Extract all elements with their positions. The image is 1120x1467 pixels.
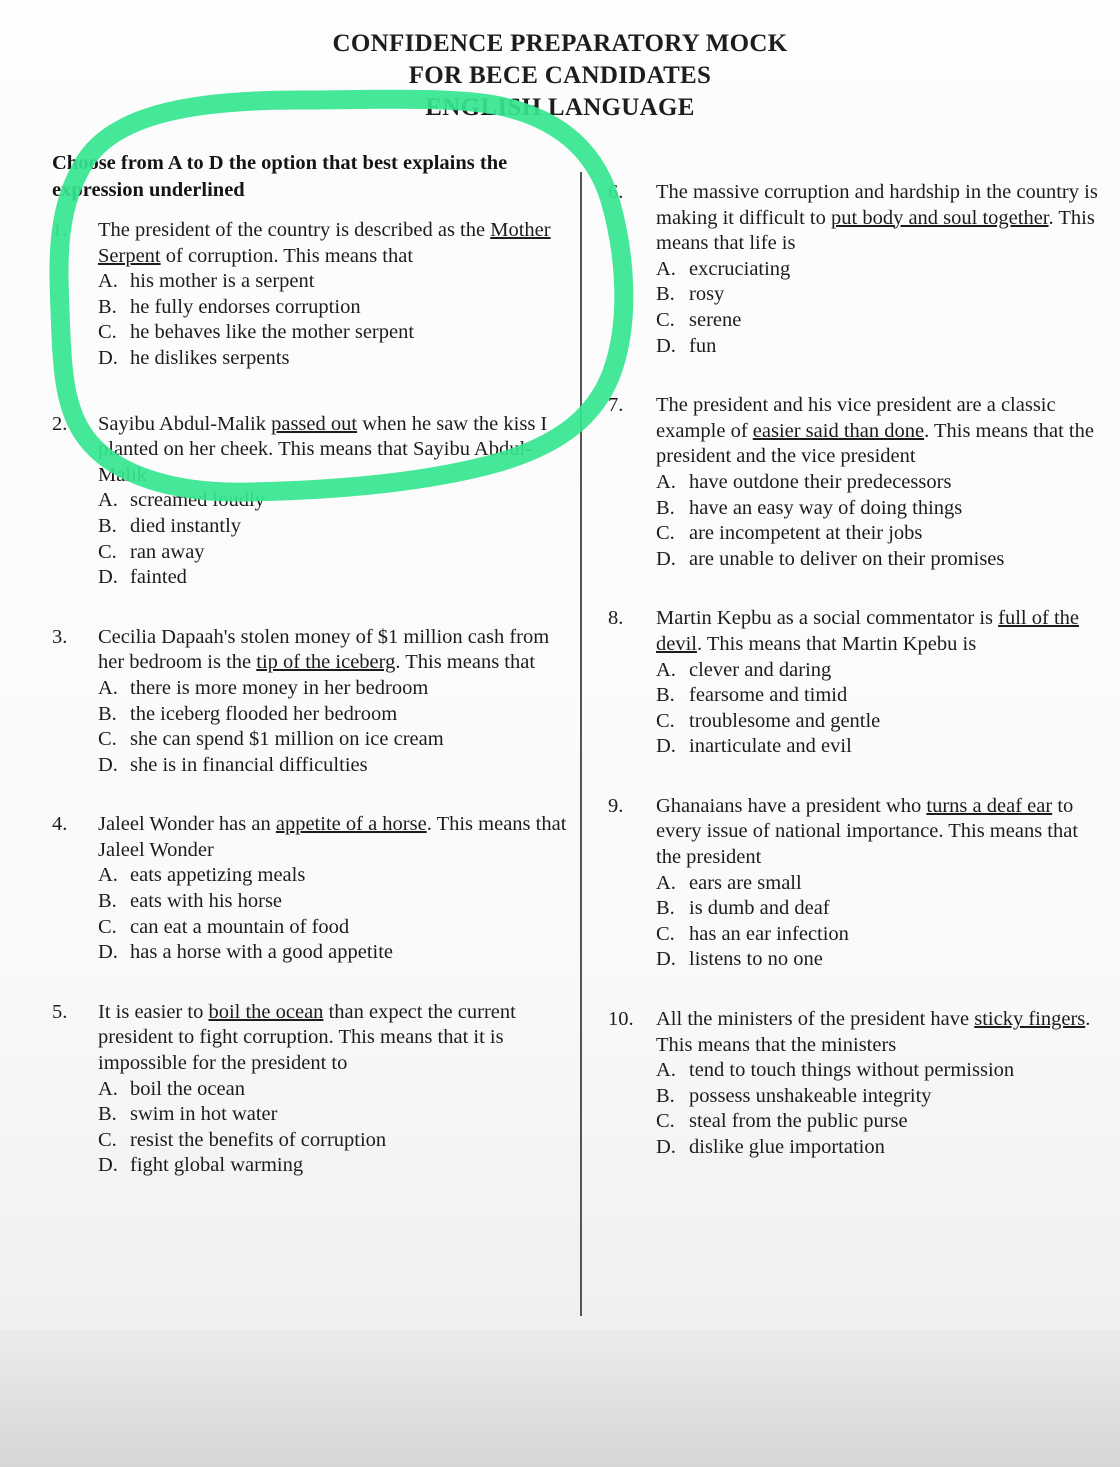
option-list bbox=[98, 488, 568, 590]
option-text: excruciating bbox=[689, 257, 791, 280]
stem-before: Ghanaians have a president who bbox=[656, 794, 927, 817]
stem-before: Sayibu Abdul-Malik bbox=[98, 412, 272, 435]
option-text: eats appetizing meals bbox=[130, 864, 306, 887]
option-text: swim in hot water bbox=[130, 1103, 278, 1126]
question-stem bbox=[656, 606, 1108, 657]
underlined-expression: appetite of a horse bbox=[275, 813, 427, 836]
option-letter: D. bbox=[656, 547, 676, 570]
option-letter: C. bbox=[656, 709, 675, 732]
option-text: inarticulate and evil bbox=[689, 735, 852, 758]
option-text: died instantly bbox=[130, 514, 242, 537]
option-letter: B. bbox=[98, 890, 117, 913]
option-C[interactable] bbox=[656, 922, 1108, 948]
option-text: possess unshakeable integrity bbox=[689, 1084, 932, 1107]
option-text: screamed loudly bbox=[130, 489, 265, 512]
option-letter: B. bbox=[98, 295, 117, 318]
option-letter: D. bbox=[98, 941, 118, 964]
option-text: fun bbox=[689, 334, 717, 357]
question-number: 5. bbox=[52, 1000, 68, 1023]
stem-before: Cecilia Dapaah's stolen money of $1 million cash from her bedroom is the bbox=[98, 625, 550, 674]
option-text: steal from the public purse bbox=[689, 1110, 908, 1133]
option-A[interactable] bbox=[98, 863, 568, 889]
question-number: 10. bbox=[608, 1008, 634, 1031]
question-10 bbox=[608, 1007, 1108, 1161]
stem-after: when he saw the kiss I planted on her cheek. This means that Sayibu Abdul-Malik bbox=[98, 412, 548, 486]
option-text: have outdone their predecessors bbox=[689, 470, 952, 493]
question-stem bbox=[98, 412, 568, 489]
option-list bbox=[656, 257, 1108, 359]
underlined-expression: Mother Serpent bbox=[98, 219, 551, 267]
option-text: ran away bbox=[130, 540, 205, 563]
option-letter: B. bbox=[656, 897, 675, 920]
option-letter: D. bbox=[98, 346, 118, 369]
question-number: 2. bbox=[52, 412, 68, 435]
underlined-expression: passed out bbox=[271, 412, 358, 435]
option-list bbox=[656, 871, 1108, 973]
option-letter: D. bbox=[656, 334, 676, 357]
option-A[interactable] bbox=[98, 488, 568, 514]
option-A[interactable] bbox=[656, 1058, 1108, 1084]
question-number: 9. bbox=[608, 794, 624, 817]
stem-before: The president and his vice president are a classic example of bbox=[656, 394, 1056, 442]
option-C[interactable] bbox=[98, 540, 568, 566]
option-D[interactable] bbox=[656, 547, 1108, 573]
option-D[interactable] bbox=[98, 753, 568, 779]
question-number: 8. bbox=[608, 607, 624, 630]
stem-after: . This means that the president and the vice president bbox=[656, 419, 1094, 468]
option-A[interactable] bbox=[98, 1077, 568, 1103]
option-letter: C. bbox=[98, 915, 117, 938]
option-B[interactable] bbox=[656, 1084, 1108, 1110]
option-text: boil the ocean bbox=[130, 1077, 245, 1100]
option-letter: C. bbox=[656, 308, 675, 331]
option-letter: D. bbox=[98, 753, 118, 776]
question-number: 7. bbox=[608, 394, 624, 417]
question-number: 6. bbox=[608, 181, 624, 203]
option-C[interactable] bbox=[98, 727, 568, 753]
option-text: has an ear infection bbox=[689, 922, 849, 945]
question-stem bbox=[98, 218, 568, 269]
option-B[interactable] bbox=[98, 514, 568, 540]
option-D[interactable] bbox=[656, 334, 1108, 360]
stem-after: to every issue of national importance. This means that the president bbox=[656, 794, 1079, 869]
question-stem bbox=[98, 812, 568, 863]
option-C[interactable] bbox=[656, 521, 1108, 547]
question-5 bbox=[52, 1000, 568, 1179]
option-letter: B. bbox=[656, 283, 675, 306]
option-D[interactable] bbox=[98, 1153, 568, 1179]
question-7 bbox=[608, 393, 1108, 572]
stem-before: The president of the country is described as the bbox=[98, 219, 491, 241]
option-letter: C. bbox=[656, 522, 675, 545]
question-6 bbox=[608, 180, 1108, 359]
option-B[interactable] bbox=[656, 896, 1108, 922]
option-text: resist the benefits of corruption bbox=[130, 1128, 387, 1151]
option-D[interactable] bbox=[98, 565, 568, 591]
option-A[interactable] bbox=[656, 470, 1108, 496]
question-4 bbox=[52, 812, 568, 966]
title-line-1: CONFIDENCE PREPARATORY MOCK bbox=[332, 30, 788, 57]
option-C[interactable] bbox=[656, 1109, 1108, 1135]
option-A[interactable] bbox=[656, 257, 1108, 283]
option-text: has a horse with a good appetite bbox=[130, 941, 394, 964]
option-letter: D. bbox=[98, 1154, 118, 1177]
stem-after: . This means that bbox=[395, 651, 536, 674]
option-A[interactable] bbox=[98, 269, 568, 295]
option-letter: B. bbox=[656, 496, 675, 519]
option-text: fearsome and timid bbox=[689, 684, 848, 707]
option-A[interactable] bbox=[656, 658, 1108, 684]
question-2 bbox=[52, 412, 568, 591]
option-letter: A. bbox=[656, 470, 676, 493]
option-letter: C. bbox=[656, 1110, 675, 1133]
option-B[interactable] bbox=[98, 1102, 568, 1128]
option-letter: B. bbox=[656, 1084, 675, 1107]
option-text: is dumb and deaf bbox=[689, 897, 830, 920]
option-text: he behaves like the mother serpent bbox=[130, 321, 415, 344]
option-text: fainted bbox=[130, 566, 187, 589]
question-stem bbox=[98, 1000, 568, 1077]
instruction-text: Choose from A to D the option that best explains the expression underlined bbox=[52, 152, 508, 201]
left-column bbox=[52, 150, 568, 1205]
question-number: 1. bbox=[52, 219, 68, 241]
option-letter: D. bbox=[656, 735, 676, 758]
option-text: there is more money in her bedroom bbox=[130, 676, 429, 699]
stem-before: All the ministers of the president have bbox=[656, 1008, 975, 1031]
option-letter: A. bbox=[656, 1059, 676, 1082]
option-letter: A. bbox=[656, 871, 676, 894]
underlined-expression: put body and soul together bbox=[831, 206, 1049, 229]
stem-before: It is easier to bbox=[98, 1000, 209, 1023]
option-text: are incompetent at their jobs bbox=[689, 522, 923, 545]
option-text: she can spend $1 million on ice cream bbox=[130, 728, 444, 751]
option-text: serene bbox=[689, 308, 742, 331]
question-number: 4. bbox=[52, 813, 68, 836]
option-letter: B. bbox=[656, 684, 675, 707]
question-3 bbox=[52, 625, 568, 779]
option-A[interactable] bbox=[98, 676, 568, 702]
option-C[interactable] bbox=[98, 1128, 568, 1154]
option-list bbox=[98, 676, 568, 778]
option-C[interactable] bbox=[656, 308, 1108, 334]
option-text: the iceberg flooded her bedroom bbox=[130, 702, 398, 725]
underlined-expression: turns a deaf ear bbox=[926, 794, 1053, 817]
option-list bbox=[98, 269, 568, 371]
stem-after: . This means that Martin Kpebu is bbox=[697, 632, 977, 655]
option-list bbox=[98, 863, 568, 965]
question-9 bbox=[608, 794, 1108, 973]
option-A[interactable] bbox=[656, 871, 1108, 897]
question-stem bbox=[656, 180, 1108, 257]
option-D[interactable] bbox=[656, 947, 1108, 973]
underlined-expression: sticky fingers bbox=[974, 1008, 1086, 1031]
stem-before: The massive corruption and hardship in the country is making it difficult to bbox=[656, 181, 1098, 229]
question-stem bbox=[656, 393, 1108, 470]
option-letter: C. bbox=[656, 922, 675, 945]
option-text: listens to no one bbox=[689, 948, 823, 971]
option-letter: A. bbox=[98, 489, 118, 512]
stem-after: of corruption. This means that bbox=[160, 244, 414, 267]
stem-after: than expect the current president to fight corruption. This means that it is impossible for the president to bbox=[98, 1000, 516, 1075]
option-letter: C. bbox=[98, 728, 117, 751]
option-letter: A. bbox=[98, 270, 118, 293]
option-text: clever and daring bbox=[689, 658, 832, 681]
option-letter: C. bbox=[98, 540, 117, 563]
option-list bbox=[656, 1058, 1108, 1160]
option-letter: D. bbox=[656, 1136, 676, 1158]
option-list bbox=[656, 658, 1108, 760]
page-title bbox=[0, 28, 1120, 124]
stem-after: . This means that Jaleel Wonder bbox=[98, 813, 567, 861]
underlined-expression: easier said than done bbox=[752, 419, 925, 442]
option-B[interactable] bbox=[656, 496, 1108, 522]
option-text: rosy bbox=[689, 283, 725, 306]
underlined-expression: full of the devil bbox=[656, 607, 1079, 655]
option-letter: D. bbox=[656, 948, 676, 971]
option-B[interactable] bbox=[98, 889, 568, 915]
option-letter: A. bbox=[656, 257, 676, 280]
option-text: ears are small bbox=[689, 871, 802, 894]
right-question-list bbox=[608, 180, 1108, 1161]
question-stem bbox=[656, 1007, 1108, 1058]
question-stem bbox=[656, 794, 1108, 871]
column-divider bbox=[580, 172, 582, 1316]
option-text: she is in financial difficulties bbox=[130, 753, 368, 776]
option-text: fight global warming bbox=[130, 1154, 304, 1177]
option-letter: A. bbox=[656, 658, 676, 681]
left-question-list bbox=[52, 218, 568, 1179]
option-text: can eat a mountain of food bbox=[130, 915, 350, 938]
option-text: troublesome and gentle bbox=[689, 709, 881, 732]
option-letter: B. bbox=[98, 514, 117, 537]
option-text: tend to touch things without permission bbox=[689, 1059, 1015, 1082]
stem-after: . This means that life is bbox=[656, 206, 1095, 255]
option-D[interactable] bbox=[98, 940, 568, 966]
stem-before: Jaleel Wonder has an bbox=[98, 813, 276, 836]
option-list bbox=[98, 1077, 568, 1179]
option-C[interactable] bbox=[98, 915, 568, 941]
option-text: eats with his horse bbox=[130, 890, 283, 913]
underlined-expression: boil the ocean bbox=[208, 1000, 324, 1023]
option-letter: C. bbox=[98, 321, 117, 344]
option-letter: A. bbox=[98, 676, 118, 699]
question-number: 3. bbox=[52, 625, 68, 648]
option-text: he fully endorses corruption bbox=[130, 295, 361, 318]
option-D[interactable] bbox=[656, 1135, 1108, 1161]
question-stem bbox=[98, 625, 568, 676]
option-letter: D. bbox=[98, 566, 118, 589]
stem-before: Martin Kepbu as a social commentator is bbox=[656, 607, 999, 630]
option-letter: B. bbox=[98, 1103, 117, 1126]
option-letter: B. bbox=[98, 702, 117, 725]
option-B[interactable] bbox=[98, 295, 568, 321]
option-B[interactable] bbox=[656, 683, 1108, 709]
option-letter: A. bbox=[98, 1077, 118, 1100]
option-text: he dislikes serpents bbox=[130, 346, 290, 369]
option-C[interactable] bbox=[98, 320, 568, 346]
option-list bbox=[656, 470, 1108, 572]
option-B[interactable] bbox=[656, 282, 1108, 308]
title-line-2: FOR BECE CANDIDATES bbox=[408, 62, 712, 89]
right-column bbox=[608, 180, 1108, 1195]
question-8 bbox=[608, 606, 1108, 760]
question-1 bbox=[52, 218, 568, 372]
option-C[interactable] bbox=[656, 709, 1108, 735]
option-text: have an easy way of doing things bbox=[689, 496, 963, 519]
underlined-expression: tip of the iceberg bbox=[256, 651, 396, 674]
option-text: his mother is a serpent bbox=[130, 270, 315, 293]
option-letter: A. bbox=[98, 864, 118, 887]
option-B[interactable] bbox=[98, 702, 568, 728]
option-D[interactable] bbox=[656, 734, 1108, 760]
title-line-3: ENGLISH LANGUAGE bbox=[425, 94, 695, 121]
stem-after: . This means that the ministers bbox=[656, 1008, 1091, 1056]
option-text: are unable to deliver on their promises bbox=[689, 547, 1005, 570]
option-D[interactable] bbox=[98, 346, 568, 372]
option-text: dislike glue importation bbox=[689, 1136, 885, 1158]
option-letter: C. bbox=[98, 1128, 117, 1151]
